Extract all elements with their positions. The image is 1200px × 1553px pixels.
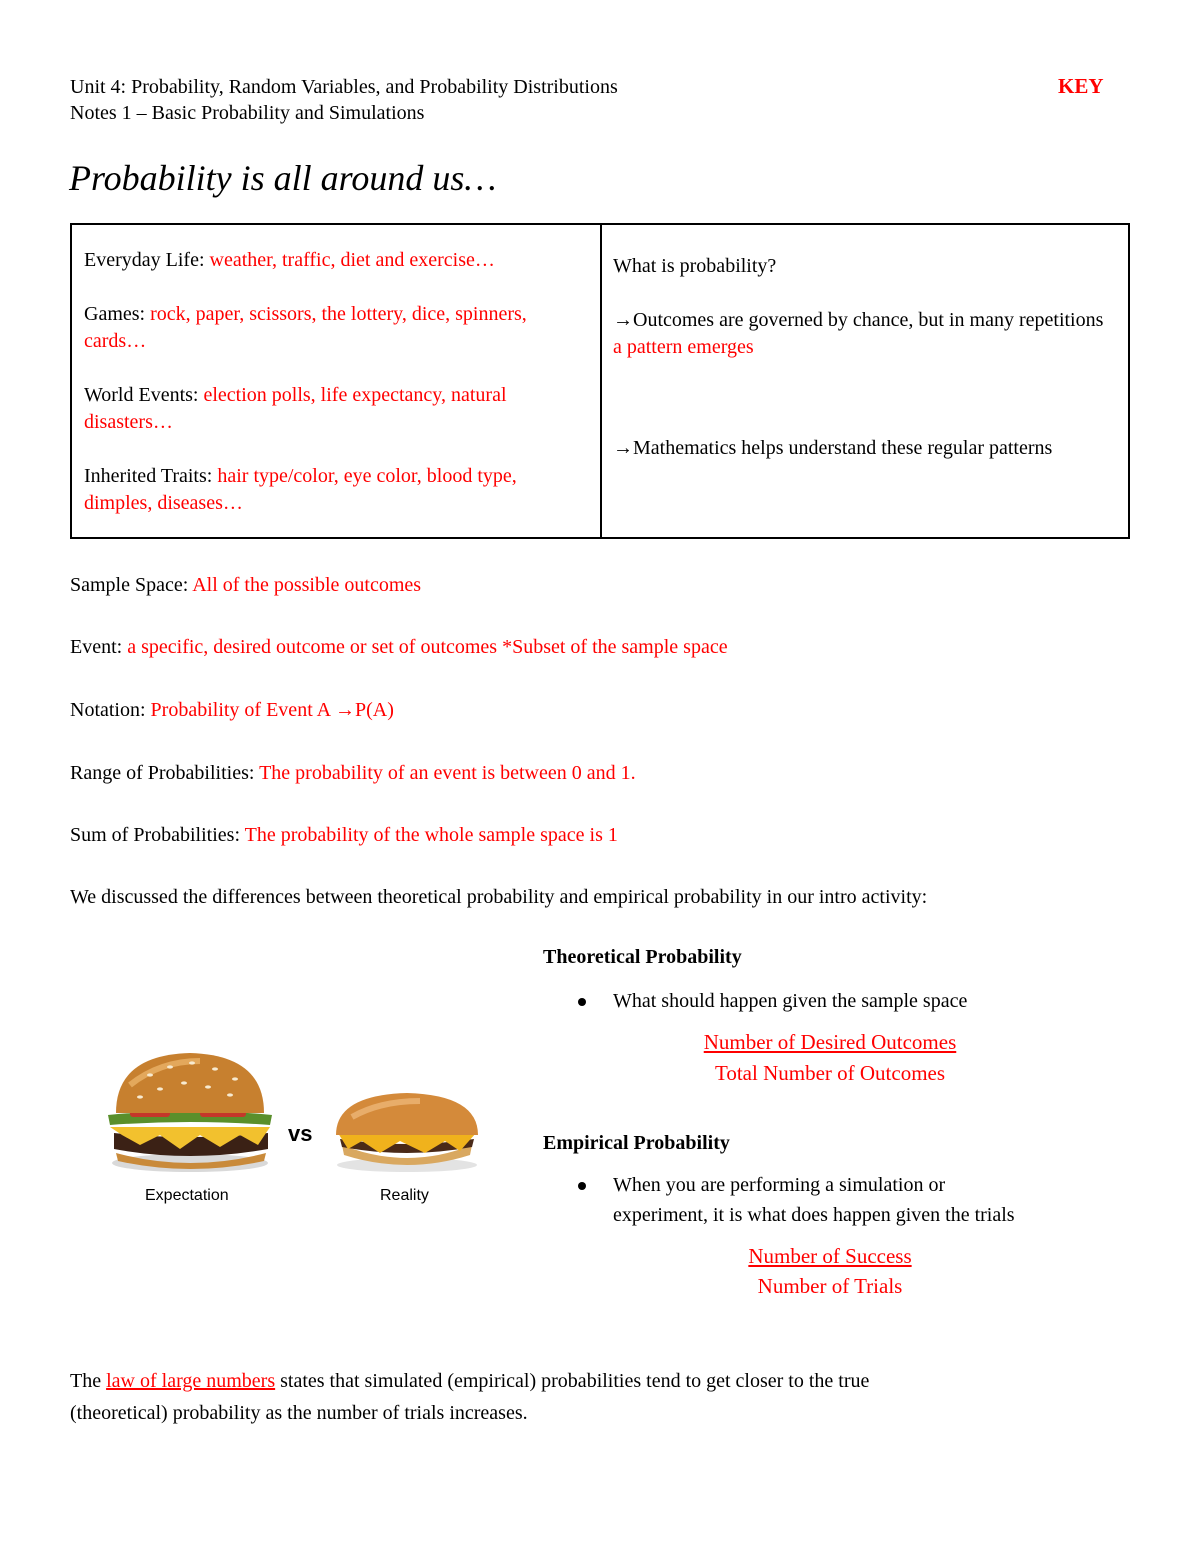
inherited-traits-item [84,463,588,517]
empirical-bullet [578,1170,586,1200]
pattern-point-red: a pattern emerges [613,336,754,358]
everyday-life-item [84,247,588,274]
notation-label: Notation: [70,699,151,721]
empirical-numerator [630,1241,1030,1271]
burger-comparison-image [100,1045,500,1215]
range-value: The probability of an event is between 0 and 1. [259,762,636,784]
inherited-traits-label: Inherited Traits: [84,465,218,487]
sum-value: The probability of the whole sample space is 1 [244,824,618,846]
games-label: Games: [84,303,151,325]
notes-subtitle: Notes 1 – Basic Probability and Simulations [70,102,425,124]
box-right-cell [601,224,1129,538]
mathematics-point: →Mathematics helps understand these regular patterns [613,437,1053,459]
theoretical-heading: Theoretical Probability [543,946,742,968]
burger-illustration [100,1045,500,1215]
expectation-burger-icon [108,1053,272,1172]
range-definition [70,760,636,786]
sample-space-value: All of the possible outcomes [192,574,422,596]
everyday-life-label: Everyday Life: [84,249,210,271]
law-term: law of large numbers [106,1370,276,1392]
inherited-traits-value: hair type/color, eye color, blood type, dimples, diseases… [84,465,517,514]
reality-burger-icon [336,1093,478,1172]
key-label: KEY [1058,74,1104,98]
pattern-point [613,307,1116,361]
notation-value: Probability of Event A →P(A) [150,699,394,721]
sum-label: Sum of Probabilities: [70,824,245,846]
page-title: Probability is all around us… [69,158,497,198]
world-events-label: World Events: [84,384,204,406]
theoretical-bullet [578,986,586,1016]
unit-title: Unit 4: Probability, Random Variables, and Probability Distributions [70,76,618,98]
box-left-cell [71,224,601,538]
sample-space-label: Sample Space: [70,574,193,596]
theoretical-bullet-text: What should happen given the sample space [613,990,968,1012]
law-line1-rest: states that simulated (empirical) probabilities tend to get closer to the true [275,1370,870,1392]
range-label: Range of Probabilities: [70,762,260,784]
intro-sentence: We discussed the differences between theoretical probability and empirical probability in our intro activity: [70,886,928,908]
games-item [84,301,588,355]
world-events-item [84,382,588,436]
empirical-bullet-line1: When you are performing a simulation or [613,1174,946,1196]
law-line1 [70,1366,869,1396]
notation-definition [70,697,394,723]
sample-space-definition [70,572,421,598]
law-prefix: The [70,1370,107,1392]
empirical-numerator-text: Number of Success [748,1244,912,1268]
pattern-point-text: →Outcomes are governed by chance, but in many repetitions [613,309,1104,331]
games-value: rock, paper, scissors, the lottery, dice, spinners, cards… [84,303,527,352]
what-is-probability-question: What is probability? [613,255,777,277]
empirical-bullet-line2: experiment, it is what does happen given the trials [613,1204,1015,1226]
world-events-value: election polls, life expectancy, natural disasters… [84,384,507,433]
probability-box [70,223,1130,539]
everyday-life-value: weather, traffic, diet and exercise… [209,249,495,271]
theoretical-numerator-text: Number of Desired Outcomes [703,1030,957,1054]
event-definition [70,634,728,660]
bullet-icon [578,998,586,1006]
theoretical-numerator [630,1027,1030,1057]
empirical-heading: Empirical Probability [543,1132,730,1154]
theoretical-denominator: Total Number of Outcomes [714,1061,946,1085]
expectation-caption: Expectation [145,1187,229,1204]
sum-definition [70,822,618,848]
vs-text: vs [288,1121,313,1146]
bullet-icon [578,1182,586,1190]
reality-caption: Reality [380,1187,429,1204]
empirical-denominator: Number of Trials [757,1274,903,1298]
event-value: a specific, desired outcome or set of outcomes *Subset of the sample space [127,636,728,658]
law-line2: (theoretical) probability as the number of trials increases. [70,1402,528,1424]
event-label: Event: [70,636,128,658]
